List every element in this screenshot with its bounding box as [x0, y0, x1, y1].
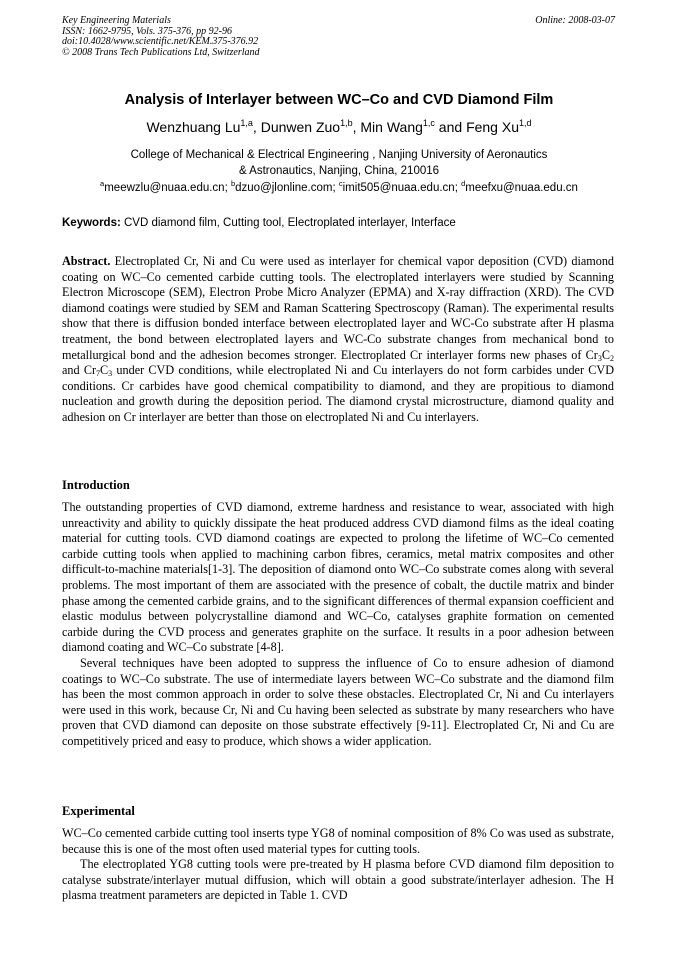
keywords-label: Keywords:	[62, 217, 121, 229]
email-list	[0, 179, 678, 194]
author-separator: ,	[252, 119, 261, 135]
abstract-text: under CVD conditions, while electroplated Ni and Cu interlayers do not form carbides under CVD conditions. Cr carbides have good chemical compatibility to diamond, and they are propitious to diamond nucleation and growth during the deposition period. The diamond crystal microstructure, diamond quality and adhesion on Cr interlayer are better than those on electroplated Ni and Cu interlayers.	[62, 363, 614, 424]
copyright-line: © 2008 Trans Tech Publications Ltd, Switzerland	[62, 46, 260, 58]
keywords-text: CVD diamond film, Cutting tool, Electroplated interlayer, Interface	[124, 217, 456, 229]
abstract-text: C	[100, 363, 109, 378]
email-link[interactable]: meefxu@nuaa.edu.cn	[465, 182, 578, 194]
author-name: Wenzhuang Lu	[146, 119, 241, 135]
subscript: 2	[610, 353, 614, 363]
affiliation-line: & Astronautics, Nanjing, China, 210016	[238, 165, 440, 177]
abstract-text: Electroplated Cr, Ni and Cu were used as interlayer for chemical vapor deposition (CVD) diamond coating on WC–Co cemented carbide cutting tools. The electroplated interlayers were studied by Scanning Electron Microscope (SEM), Electron Probe Micro Analyzer (EPMA) and X-ray diffraction (XRD). The CVD diamond coatings were studied by SEM and Raman Scattering Spectroscopy (Raman). The experimental results show that there is diffusion bonded interface between electroplated layer and WC-Co substrate after H plasma treatment, the bond between electroplated layers and WC-Co substrate changes from mechanical bond to metallurgical bond and the adhesion becomes stronger. Electroplated Cr interlayer forms new phases of Cr	[62, 254, 615, 362]
author-affil-sup: 1,c	[422, 118, 435, 128]
email-sup: d	[461, 179, 466, 188]
affiliation	[0, 147, 678, 179]
online-date: Online: 2008-03-07	[535, 15, 615, 26]
journal-name: Key Engineering Materials	[62, 15, 171, 26]
author-name: Min Wang	[360, 119, 423, 135]
issn-line: ISSN: 1662-9795, Vols. 375-376, pp 92-96	[62, 25, 232, 37]
email-sup: b	[230, 179, 236, 188]
section-heading-experimental: Experimental	[62, 804, 135, 818]
subscript: 3	[597, 353, 602, 363]
section-heading-introduction: Introduction	[62, 478, 130, 492]
paragraph: Several techniques have been adopted to suppress the influence of Co to ensure adhesion of diamond coatings to WC–Co substrate. The use of intermediate layers between WC–Co substrate and the diamond film has been the most common approach in order to solve these obstacles. Electroplated Cr, Ni and Cu interlayers were used in this work, because Cr, Ni and Cu having been selected as substrate by many researchers who have proven that CVD diamond can deposite on those substrate effectively [9-11]. Electroplated Cr, Ni and Cu are competitively priced and easy to produce, which shows a wider application.	[62, 655, 614, 748]
abstract-text: and Cr	[62, 363, 97, 378]
email-link[interactable]: imit505@nuaa.edu.cn	[342, 182, 455, 194]
paragraph: The electroplated YG8 cutting tools were pre-treated by H plasma before CVD diamond film deposition to catalyse substrate/interlayer mutual diffusion, which will obtain a good substrate/interlayer adhesion. The H plasma treatment parameters are depicted in Table 1. CVD	[62, 857, 614, 903]
experimental-body	[62, 826, 614, 904]
journal-header	[62, 16, 260, 58]
email-link[interactable]: dzuo@jlonline.com	[235, 182, 333, 194]
email-separator: ;	[224, 182, 231, 194]
affiliation-line: College of Mechanical & Electrical Engineering , Nanjing University of Aeronautics	[130, 149, 548, 161]
author-name: Feng Xu	[466, 119, 519, 135]
abstract-label: Abstract.	[62, 254, 111, 268]
subscript: 3	[108, 369, 113, 379]
author-affil-sup: 1,a	[240, 118, 253, 128]
author-separator: and	[434, 119, 467, 135]
introduction-body	[62, 500, 614, 750]
email-separator: ;	[332, 182, 339, 194]
paragraph: The outstanding properties of CVD diamond, extreme hardness and resistance to wear, associated with high unreactivity and ability to quickly dissipate the heat produced address CVD diamond films as the ideal coating material for cutting tools. CVD diamond coatings are expected to prolong the lifetime of WC–Co cemented carbide cutting tools when applied to machining carbon fibres, ceramics, metal matrix composites and other difficult-to-machine materials[1-3]. The deposition of diamond onto WC–Co substrate comes along with several problems. The most important of them are associated with the presence of cobalt, the ductile matrix and binder phase among the cemented carbide grains, and to the significant differences of thermal expansion coefficient and elastic modulus between polycrystalline diamond and WC–Co, catalyses graphite formation on cemented carbide during the CVD process and generates graphite on the surface. It results in a poor adhesion between diamond coating and WC–Co substrate [4-8].	[62, 500, 614, 655]
paragraph: WC–Co cemented carbide cutting tool inserts type YG8 of nominal composition of 8% Co was used as substrate, because this is one of the most often used material types for cutting tools.	[62, 826, 614, 856]
email-link[interactable]: meewzlu@nuaa.edu.cn	[104, 182, 225, 194]
author-separator: ,	[352, 119, 361, 135]
author-affil-sup: 1,d	[519, 118, 532, 128]
author-name: Dunwen Zuo	[260, 119, 341, 135]
author-affil-sup: 1,b	[340, 118, 353, 128]
author-list	[0, 119, 678, 135]
abstract-text: C	[601, 347, 610, 362]
doi-line: doi:10.4028/www.scientific.net/KEM.375-376.92	[62, 36, 259, 47]
paper-title: Analysis of Interlayer between WC–Co and CVD Diamond Film	[124, 92, 554, 108]
keywords	[62, 217, 622, 229]
subscript: 7	[96, 369, 101, 379]
abstract	[62, 254, 614, 426]
email-sup: c	[338, 179, 343, 188]
email-sup: a	[100, 179, 105, 188]
email-separator: ;	[454, 182, 462, 194]
